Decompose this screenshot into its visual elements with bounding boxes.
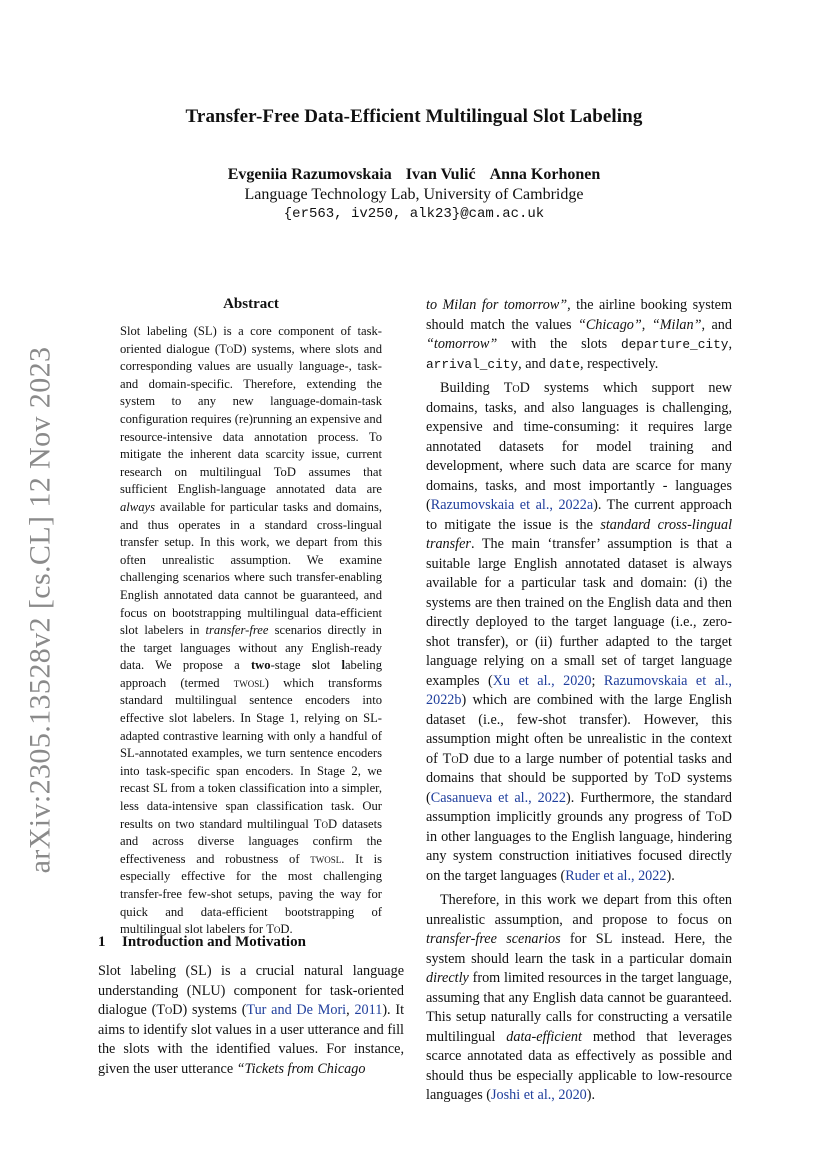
text-run: .	[289, 922, 293, 937]
abstract-body	[120, 323, 382, 939]
text-run: “tomorrow”	[426, 336, 498, 352]
intro-right-column	[426, 296, 732, 1106]
text-run: , respectively.	[580, 355, 659, 372]
text-run: ) systems, where slots and corresponding values are usually language-, task- and domain-specific. Therefore, extending the system to any new language-domain-task configuration requires (re)running an expensive and resource-intensive data annotation process. To mitigate the inherent data scarcity issue, current research on multilingual ToD assumes that sufficient English-language annotated data are	[120, 341, 382, 497]
text-run: ToD	[313, 816, 338, 831]
text-run: to Milan for tomorrow”	[426, 297, 568, 313]
text-run: ). Furthermore, the standard assumption implicitly grounds any progress of	[426, 789, 732, 825]
text-run: twosl	[310, 851, 342, 866]
intro-left-column	[98, 962, 404, 1079]
text-run: ,	[346, 1002, 355, 1018]
text-run: Therefore, in this work we depart from this often unrealistic assumption, and propose to focus on	[426, 892, 732, 928]
body-paragraph	[426, 296, 732, 374]
text-run: Building	[440, 380, 504, 396]
citation-link[interactable]: Razumovskaia et al., 2022b	[426, 672, 732, 708]
text-run: ;	[591, 672, 604, 689]
text-run: “Chicago”	[577, 316, 642, 333]
text-run: , and	[518, 355, 550, 372]
text-run: ).	[586, 1087, 596, 1103]
body-paragraph	[426, 379, 732, 886]
body-paragraph	[426, 891, 732, 1106]
text-run: twosl	[233, 675, 265, 690]
text-run: from limited resources in the target language, assuming that any English data cannot be guaranteed. This setup naturally calls for constructing a versatile multilingual	[426, 970, 732, 1045]
author-list	[0, 166, 828, 184]
text-run: ).	[666, 867, 675, 884]
text-run: due to a large number of potential tasks and domains that should be supported by	[426, 750, 732, 786]
text-run: transfer-free scenarios	[426, 931, 561, 947]
section-number: 1	[98, 934, 106, 950]
citation-link[interactable]: Joshi et al., 2020	[491, 1087, 587, 1103]
text-run: systems which support new domains, tasks, and also languages is challenging, expensive and time-consuming: it requires large annotated datasets for model training and development, where such data are scarce for many domains, tasks, and most importantly - languages (	[426, 380, 732, 513]
text-run: standard cross-lingual transfer	[426, 516, 733, 552]
author-emails: {er563, iv250, alk23}@cam.ac.uk	[283, 206, 545, 222]
text-run: ToD	[156, 1002, 183, 1018]
text-run: datasets and across diverse languages confirm the effectiveness and robustness of	[120, 816, 382, 866]
text-run: “Tickets from Chicago	[236, 1060, 366, 1077]
citation-link[interactable]: Ruder et al., 2022	[565, 867, 667, 884]
text-run: Slot labeling (SL) is a core component of task-oriented dialogue (	[120, 324, 382, 356]
text-run: always	[120, 499, 155, 514]
abstract-paragraph	[120, 323, 382, 939]
text-run: abeling approach (termed	[120, 658, 383, 690]
code-slot-name: date	[549, 356, 581, 372]
text-run: with the slots	[497, 336, 621, 352]
text-run: ) which transforms standard multilingual sentence encoders into effective slot labelers. In Stage 1, relying on SL-adapted contrastive learning with only a handful of SL-annotated examples, we turn sentence encoders into task-specific span encoders. In Stage 2, we recast SL from a token classification into a simpler, less data-intensive span classification task. Our results on two standard multilingual	[120, 675, 382, 831]
section-title: Introduction and Motivation	[122, 934, 306, 950]
text-run: ToD	[442, 750, 469, 767]
section-heading	[98, 934, 404, 951]
arxiv-identifier-stamp	[20, 346, 60, 874]
citation-link[interactable]: 2011	[354, 1002, 383, 1018]
author-affiliation: Language Technology Lab, University of Cambridge	[244, 186, 584, 203]
citation-link[interactable]: Casanueva et al., 2022	[430, 789, 566, 806]
text-run: Slot labeling (SL) is a crucial natural language understanding (NLU) component for task-oriented dialogue (	[98, 963, 404, 1018]
text-run: ) systems (	[182, 1002, 247, 1018]
text-run: method that leverages scarce annotated data as effectively as possible and should thus be especially applicable to low-resource languages (	[426, 1028, 732, 1103]
text-run: ,	[728, 336, 732, 352]
text-run: two	[250, 658, 271, 673]
text-run: for SL instead. Here, the system should learn the task in a particular domain	[426, 931, 732, 967]
arxiv-identifier-text: arXiv:2305.13528v2 [cs.CL] 12 Nov 2023	[23, 346, 56, 874]
abstract-heading: Abstract	[223, 296, 279, 312]
text-run: ToD	[503, 380, 530, 396]
author-name: Evgeniia Razumovskaia	[227, 166, 392, 183]
code-slot-name: arrival_city	[426, 356, 519, 372]
citation-link[interactable]: Xu et al., 2020	[492, 672, 592, 689]
text-run: “Milan”	[651, 316, 702, 333]
text-run: transfer-free	[205, 623, 269, 638]
text-run: ToD	[219, 341, 243, 356]
text-run: -stage	[270, 658, 312, 673]
text-run: l	[341, 658, 345, 673]
code-slot-name: departure_city	[620, 337, 729, 352]
text-run: ToD	[266, 922, 290, 937]
text-run: ,	[641, 316, 652, 333]
text-run: ) which are combined with the large English dataset (i.e., few-shot transfer). However, this assumption might often be unrealistic in the context of	[426, 692, 732, 767]
text-run: , the airline booking system should match the values	[426, 297, 732, 333]
text-run: . It is especially effective for the most challenging transfer-free few-shot setups, paving the way for quick and data-efficient bootstrapping of multilingual slot labelers for	[120, 851, 382, 937]
citation-link[interactable]: Tur and De Mori	[246, 1002, 347, 1018]
text-run: ToD	[654, 770, 681, 786]
text-run: . The main ‘transfer’ assumption is that a suitable large English annotated dataset is always available for a particular task and domain: (i) the systems are then trained on the English data and then directly deployed to the target language (i.e., zero-shot transfer), or (ii) further adapted to the target language relying on a small set of target language examples (	[426, 536, 732, 689]
text-run: lot	[316, 658, 342, 673]
text-run: ToD	[705, 809, 732, 825]
text-run: ). The current approach to mitigate the issue is the	[426, 497, 732, 533]
text-run: ). It aims to identify slot values in a user utterance and fill the slots with the identified values. For instance, given the user utterance	[98, 1002, 405, 1077]
text-run: data-efficient	[506, 1028, 582, 1045]
paper-title: Transfer-Free Data-Efficient Multilingual Slot Labeling	[185, 106, 643, 127]
author-name: Ivan Vulić	[405, 166, 476, 183]
text-run: directly	[426, 970, 469, 986]
body-paragraph	[98, 962, 404, 1079]
author-name: Anna Korhonen	[489, 166, 601, 183]
text-run: systems (	[426, 770, 732, 806]
text-run: , and	[701, 316, 732, 333]
text-run: scenarios directly in the target languages without any English-ready data. We propose a	[120, 623, 382, 673]
citation-link[interactable]: Razumovskaia et al., 2022a	[430, 497, 594, 513]
text-run: available for particular tasks and domains, and thus operates in a standard cross-lingual transfer setup. In this work, we depart from this often unrealistic assumption. We examine challenging scenarios where such transfer-enabling English annotated data cannot be guaranteed, and focus on bootstrapping multilingual data-efficient slot labelers in	[120, 499, 382, 638]
text-run: s	[311, 658, 317, 673]
text-run: in other languages to the English language, hindering any system construction initiatives focused directly on the target languages (	[426, 828, 732, 884]
